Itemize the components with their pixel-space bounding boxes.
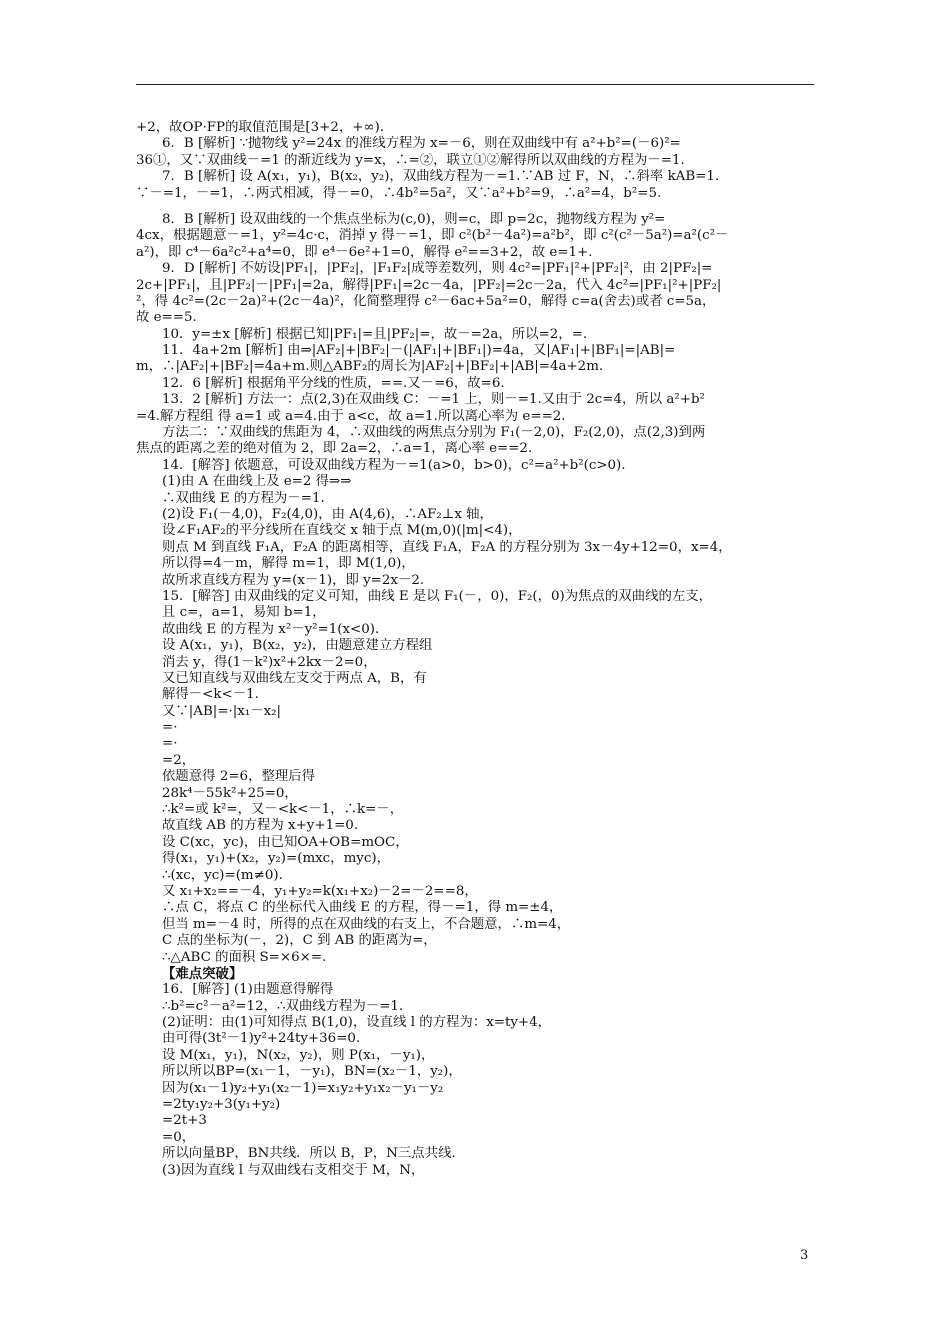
text-line: 又已知直线与双曲线左支交于两点 A，B，有 (162, 670, 427, 686)
text-line: C 点的坐标为(－，2)，C 到 AB 的距离为=， (162, 933, 437, 949)
text-line: 所以所以BP=(x₁－1，－y₁)，BN=(x₂－1，y₂)， (162, 1064, 462, 1080)
text-line: 故 e==5. (136, 310, 197, 326)
text-line: 36①，又∵双曲线－=1 的渐近线为 y=x，∴=②，联立①②解得所以双曲线的方程为－=1. (136, 152, 685, 168)
text-line: ∴k²=或 k²=，又－<k<－1，∴k=－， (162, 802, 404, 818)
document-body (136, 120, 816, 1179)
text-line: =4.解方程组 得 a=1 或 a=4.由于 a<c，故 a=1.所以离心率为 e==2. (136, 408, 566, 424)
text-line: 9．D [解析] 不妨设|PF₁|，|PF₂|，|F₁F₂|成等差数列，则 4c²=|PF₁|²+|PF₂|²，由 2|PF₂|= (162, 261, 713, 277)
text-line: 解得－<k<－1. (162, 687, 259, 703)
text-line: 得(x₁，y₁)+(x₂，y₂)=(mxc，myc)， (162, 851, 390, 867)
text-line: ²，得 4c²=(2c－2a)²+(2c－4a)²，化简整理得 c²－6ac+5a²=0，解得 c=a(舍去)或者 c=5a， (136, 293, 716, 309)
text-line: 消去 y，得(1－k²)x²+2kx－2=0， (162, 654, 377, 670)
text-line: 所以向量BP，BN共线．所以 B，P，N三点共线． (162, 1146, 465, 1162)
text-line: 则点 M 到直线 F₁A，F₂A 的距离相等，直线 F₁A，F₂A 的方程分别为 3x－4y+12=0，x=4， (162, 539, 732, 555)
text-line: 焦点的距离之差的绝对值为 2，即 2a=2，∴a=1，离心率 e==2. (136, 441, 533, 457)
text-line: 但当 m=－4 时，所得的点在双曲线的右支上，不合题意，∴m=4， (162, 916, 571, 932)
text-line: 2c+|PF₁|，且|PF₂|－|PF₁|=2a，解得|PF₁|=2c－4a，|PF₂|=2c－2a，代入 4c²=|PF₁|²+|PF₂| (136, 277, 722, 293)
text-line: ∴△ABC 的面积 S=×6×=. (162, 949, 327, 965)
text-line: 设 C(xc，yc)，由已知OA+OB=mOC， (162, 834, 409, 850)
text-line: ∴点 C，将点 C 的坐标代入曲线 E 的方程，得－=1，得 m=±4， (162, 900, 563, 916)
text-line: 因为(x₁－1)y₂+y₁(x₂－1)=x₁y₂+y₁x₂－y₁－y₂ (162, 1080, 444, 1096)
text-line: ∵－=1，－=1，∴两式相减，得－=0，∴4b²=5a²，又∵a²+b²=9，∴a²=4，b²=5. (136, 185, 662, 201)
text-line: 又∵|AB|=·|x₁－x₂| (162, 703, 282, 719)
text-line: 又 x₁+x₂==－4，y₁+y₂=k(x₁+x₂)－2=－2==8， (162, 883, 478, 899)
text-line: =2t+3 (162, 1113, 207, 1129)
text-line: =2ty₁y₂+3(y₁+y₂) (162, 1097, 281, 1113)
text-line: (1)由 A 在曲线上及 e=2 得⇒⇒ (162, 474, 352, 490)
text-line: 6．B [解析] ∵抛物线 y²=24x 的准线方程为 x=－6，则在双曲线中有 a²+b²=(－6)²= (162, 136, 681, 152)
header-rule (136, 84, 814, 85)
text-line: (2)设 F₁(－4,0)，F₂(4,0)，由 A(4,6)，∴AF₂⊥x 轴， (162, 506, 493, 522)
text-line: 由可得(3t²－1)y²+24ty+36=0. (162, 1031, 361, 1047)
text-line: 设∠F₁AF₂的平分线所在直线交 x 轴于点 M(m,0)(|m|<4)， (162, 523, 522, 539)
text-line: 故直线 AB 的方程为 x+y+1=0. (162, 818, 359, 834)
page-number: 3 (800, 1248, 809, 1263)
text-line: +2，故OP·FP的取值范围是[3+2，+∞)． (136, 120, 394, 135)
text-line: 设 A(x₁，y₁)，B(x₂，y₂)，由题意建立方程组 (162, 638, 433, 654)
text-line: ∴(xc，yc)=(m≠0)． (162, 867, 292, 883)
text-line: 14．[解答] 依题意，可设双曲线方程为－=1(a>0，b>0)，c²=a²+b²(c>0). (162, 457, 626, 473)
text-line: 故曲线 E 的方程为 x²－y²=1(x<0)． (162, 621, 389, 637)
text-line: (3)因为直线 l 与双曲线右支相交于 M，N， (162, 1162, 425, 1178)
text-line: ∴b²=c²－a²=12，∴双曲线方程为－=1. (162, 998, 404, 1014)
text-line: 16．[解答] (1)由题意得解得 (162, 982, 334, 998)
text-line: 所以得=4－m，解得 m=1，即 M(1,0)， (162, 556, 415, 572)
text-line: =· (162, 736, 178, 752)
text-line: 7．B [解析] 设 A(x₁，y₁)，B(x₂，y₂)，双曲线方程为－=1.∵AB 过 F，N，∴斜率 kAB=1. (162, 169, 720, 185)
section-heading: 【难点突破】 (162, 965, 243, 982)
text-line: 且 c=，a=1，易知 b=1， (162, 605, 326, 621)
text-line: 4cx，根据题意－=1，y²=4c·c，消掉 y 得－=1，即 c²(b²－4a²)=a²b²，即 c²(c²－5a²)=a²(c²－ (136, 228, 729, 244)
text-line: ∴双曲线 E 的方程为－=1. (162, 490, 325, 506)
text-line: 方法二：∵双曲线的焦距为 4，∴双曲线的两焦点分别为 F₁(－2,0)，F₂(2,0)，点(2,3)到两 (162, 425, 706, 441)
text-line: 11．4a+2m [解析] 由⇒|AF₂|+|BF₂|－(|AF₁|+|BF₁|)=4a，又|AF₁|+|BF₁|=|AB|= (162, 343, 676, 359)
text-line: 28k⁴－55k²+25=0， (162, 785, 298, 801)
text-line: 13．2 [解析] 方法一：点(2,3)在双曲线 C：－=1 上，则－=1.又由于 2c=4，所以 a²+b² (162, 392, 705, 408)
text-line: =0， (162, 1129, 196, 1145)
text-line: 8．B [解析] 设双曲线的一个焦点坐标为(c,0)，则=c，即 p=2c，抛物线方程为 y²= (162, 211, 666, 227)
text-line: 故所求直线方程为 y=(x－1)，即 y=2x－2. (162, 572, 425, 588)
text-line: =· (162, 720, 178, 736)
text-line: a²)，即 c⁴－6a²c²+a⁴=0，即 e⁴－6e²+1=0，解得 e²==3+2，故 e=1+. (136, 244, 593, 260)
text-line: (2)证明：由(1)可知得点 B(1,0)，设直线 l 的方程为：x=ty+4， (162, 1015, 552, 1031)
text-line: m，∴|AF₂|+|BF₂|=4a+m.则△ABF₂的周长为|AF₂|+|BF₂|+|AB|=4a+2m. (136, 359, 604, 375)
text-line: 15．[解答] 由双曲线的定义可知，曲线 E 是以 F₁(－，0)，F₂(，0)为焦点的双曲线的左支， (162, 588, 713, 604)
text-line: 依题意得 2=6，整理后得 (162, 769, 316, 785)
text-line: 设 M(x₁，y₁)，N(x₂，y₂)，则 P(x₁，－y₁)， (162, 1047, 435, 1063)
text-line: =2， (162, 752, 196, 768)
text-line: 12．6 [解析] 根据角平分线的性质，==.又－=6，故=6. (162, 375, 505, 391)
text-line: 10．y=±x [解析] 根据已知|PF₁|=且|PF₂|=，故－=2a，所以=2，=. (162, 326, 588, 342)
